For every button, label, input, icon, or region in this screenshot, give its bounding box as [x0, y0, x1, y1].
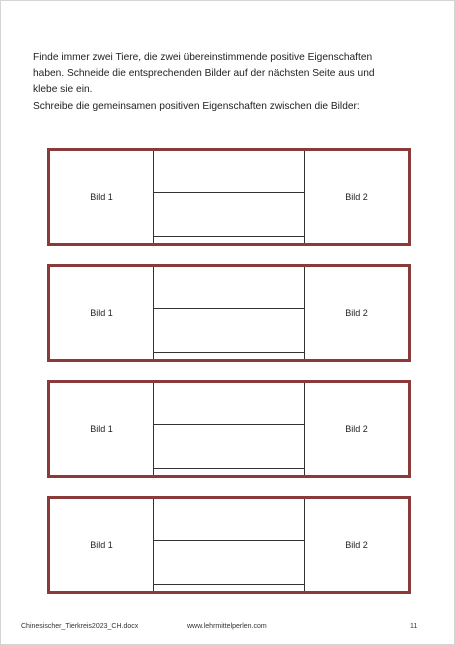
- image-slot-left: [50, 151, 153, 243]
- writing-line: [154, 236, 304, 237]
- traits-area: [153, 499, 305, 591]
- image-slot-right: [305, 499, 408, 591]
- instruction-line-4: Schreibe die gemeinsamen positiven Eigenschaften zwischen die Bilder:: [33, 100, 360, 112]
- image-slot-right: [305, 383, 408, 475]
- image-slot-left: [50, 383, 153, 475]
- pair-box-2: [47, 264, 411, 362]
- image-slot-label: Bild 1: [90, 424, 113, 434]
- image-slot-left: [50, 499, 153, 591]
- pair-box-1: [47, 148, 411, 246]
- traits-area: [153, 267, 305, 359]
- image-slot-right: [305, 267, 408, 359]
- traits-area: [153, 383, 305, 475]
- instruction-line-3: klebe sie ein.: [33, 84, 93, 96]
- image-slot-label: Bild 2: [345, 424, 368, 434]
- image-slot-label: Bild 1: [90, 308, 113, 318]
- image-slot-left: [50, 267, 153, 359]
- instructions: [33, 50, 423, 115]
- writing-line: [154, 352, 304, 353]
- image-slot-label: Bild 2: [345, 540, 368, 550]
- writing-line: [154, 308, 304, 309]
- image-slot-label: Bild 1: [90, 540, 113, 550]
- pair-box-3: [47, 380, 411, 478]
- pair-box-4: [47, 496, 411, 594]
- writing-line: [154, 424, 304, 425]
- image-slot-right: [305, 151, 408, 243]
- writing-line: [154, 192, 304, 193]
- writing-line: [154, 540, 304, 541]
- traits-area: [153, 151, 305, 243]
- image-slot-label: Bild 1: [90, 192, 113, 202]
- instruction-line-1: Finde immer zwei Tiere, die zwei übereinstimmende positive Eigenschaften: [33, 52, 373, 63]
- writing-line: [154, 584, 304, 585]
- image-slot-label: Bild 2: [345, 192, 368, 202]
- image-slot-label: Bild 2: [345, 308, 368, 318]
- footer-page-number: 11: [410, 623, 418, 630]
- instruction-line-2: haben. Schneide die entsprechenden Bilder auf der nächsten Seite aus und: [33, 68, 375, 80]
- footer-website: www.lehrmittelperlen.com: [187, 623, 267, 630]
- footer-filename: Chinesischer_Tierkreis2023_CH.docx: [21, 623, 139, 630]
- writing-line: [154, 468, 304, 469]
